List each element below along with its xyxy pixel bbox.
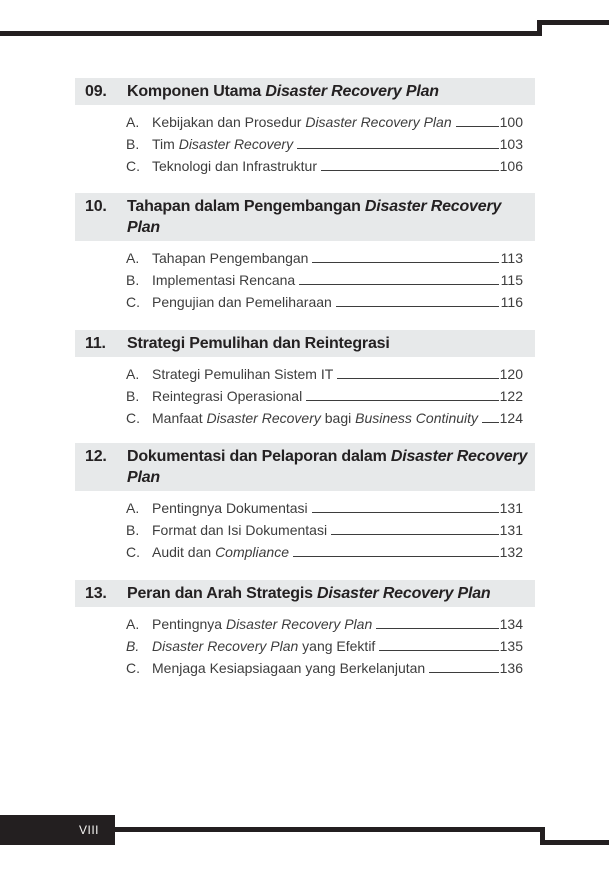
- item-page-number: 136: [499, 660, 523, 676]
- section-heading-bar: [75, 330, 535, 357]
- text-segment: Format dan Isi Dokumentasi: [152, 522, 328, 538]
- text-segment: Dokumentasi dan Pelaporan dalam: [127, 448, 391, 465]
- dot-leader-line: [379, 650, 499, 651]
- item-letter: C.: [126, 410, 140, 426]
- dot-leader-line: [376, 628, 499, 629]
- text-segment: yang Efektif: [298, 638, 376, 654]
- section-title: [127, 333, 390, 354]
- dot-leader-line: [306, 400, 499, 401]
- item-page-number: 113: [500, 250, 523, 266]
- item-letter: B.: [126, 522, 140, 538]
- item-letter: A.: [126, 616, 140, 632]
- toc-item: [126, 541, 523, 563]
- text-segment: Kebijakan dan Prosedur: [152, 114, 306, 130]
- toc-section: [75, 78, 535, 177]
- toc-item: [126, 269, 523, 291]
- text-segment: Komponen Utama: [127, 83, 266, 100]
- text-segment: Teknologi dan Infrastruktur: [152, 158, 317, 174]
- section-heading-bar: [75, 580, 535, 607]
- dot-leader-line: [456, 126, 499, 127]
- item-page-number: 124: [499, 410, 523, 426]
- section-number: 09.: [85, 83, 107, 100]
- item-letter: C.: [126, 294, 140, 310]
- text-segment: Tahapan Pengembangan: [152, 250, 309, 266]
- dot-leader-line: [293, 556, 499, 557]
- section-title: [127, 446, 529, 488]
- item-text: [152, 407, 478, 429]
- text-segment: Pengujian dan Pemeliharaan: [152, 294, 332, 310]
- dot-leader-line: [429, 672, 499, 673]
- item-letter: B.: [126, 388, 140, 404]
- text-segment: Audit dan: [152, 544, 216, 560]
- text-segment: Manfaat: [152, 410, 207, 426]
- dot-leader-line: [331, 534, 499, 535]
- section-items: [75, 105, 535, 177]
- toc-section: [75, 330, 535, 429]
- italic-text-segment: Disaster Recovery Plan: [317, 585, 491, 602]
- toc-item: [126, 613, 523, 635]
- italic-text-segment: Disaster Recovery Plan: [152, 638, 299, 654]
- item-text: [152, 635, 375, 657]
- italic-text-segment: Disaster Recovery Plan: [265, 83, 439, 100]
- section-items: [75, 607, 535, 679]
- item-page-number: 120: [499, 366, 523, 382]
- item-text: [152, 519, 327, 541]
- item-text: [152, 613, 372, 635]
- item-letter: B.: [126, 638, 140, 654]
- toc-section: [75, 443, 535, 563]
- toc-item: [126, 133, 523, 155]
- text-segment: Pentingnya: [152, 616, 226, 632]
- item-page-number: 132: [499, 544, 523, 560]
- section-items: [75, 357, 535, 429]
- italic-text-segment: Disaster Recovery Plan: [127, 448, 528, 486]
- item-letter: B.: [126, 136, 140, 152]
- section-title: [127, 583, 491, 604]
- section-number: 12.: [85, 448, 107, 465]
- item-text: [152, 497, 308, 519]
- dot-leader-line: [321, 170, 499, 171]
- footer-page-number: VIII: [78, 823, 99, 837]
- item-page-number: 103: [499, 136, 523, 152]
- item-page-number: 115: [500, 272, 523, 288]
- italic-text-segment: Compliance: [215, 544, 289, 560]
- italic-text-segment: Disaster Recovery: [178, 136, 294, 152]
- section-heading-bar: [75, 443, 535, 491]
- toc-section: [75, 580, 535, 679]
- dot-leader-line: [336, 306, 499, 307]
- italic-text-segment: Business Continuity: [355, 410, 479, 426]
- item-text: [152, 363, 333, 385]
- dot-leader-line: [312, 512, 499, 513]
- item-text: [152, 133, 293, 155]
- section-number: 11.: [85, 335, 106, 352]
- item-page-number: 131: [499, 500, 523, 516]
- dot-leader-line: [312, 262, 499, 263]
- toc-item: [126, 519, 523, 541]
- item-text: [152, 111, 452, 133]
- toc-item: [126, 635, 523, 657]
- frame-top-right-line: [537, 20, 609, 25]
- frame-bottom-line: [115, 827, 542, 832]
- text-segment: Tim: [152, 136, 179, 152]
- toc-item: [126, 407, 523, 429]
- item-text: [152, 155, 317, 177]
- section-items: [75, 491, 535, 563]
- footer-page-number-block: [0, 815, 115, 845]
- item-letter: C.: [126, 660, 140, 676]
- text-segment: Implementasi Rencana: [152, 272, 296, 288]
- text-segment: Menjaga Kesiapsiagaan yang Berkelanjutan: [152, 660, 426, 676]
- item-letter: A.: [126, 250, 140, 266]
- item-text: [152, 269, 295, 291]
- toc-item: [126, 363, 523, 385]
- toc-item: [126, 111, 523, 133]
- item-text: [152, 247, 308, 269]
- toc-item: [126, 247, 523, 269]
- section-heading-bar: [75, 193, 535, 241]
- item-text: [152, 385, 302, 407]
- italic-text-segment: Disaster Recovery Plan: [127, 198, 502, 236]
- item-page-number: 106: [499, 158, 523, 174]
- section-heading-bar: [75, 78, 535, 105]
- frame-top-line: [0, 31, 541, 36]
- italic-text-segment: Disaster Recovery Plan: [225, 616, 373, 632]
- item-page-number: 131: [499, 522, 523, 538]
- item-page-number: 134: [499, 616, 523, 632]
- item-text: [152, 541, 289, 563]
- toc-section: [75, 193, 535, 313]
- text-segment: Pentingnya Dokumentasi: [152, 500, 308, 516]
- item-letter: A.: [126, 114, 140, 130]
- section-items: [75, 241, 535, 313]
- item-page-number: 100: [499, 114, 523, 130]
- dot-leader-line: [337, 378, 499, 379]
- item-letter: C.: [126, 158, 140, 174]
- item-page-number: 122: [499, 388, 523, 404]
- text-segment: bagi: [320, 410, 356, 426]
- text-segment: Peran dan Arah Strategis: [127, 585, 318, 602]
- toc-item: [126, 497, 523, 519]
- toc-item: [126, 385, 523, 407]
- item-letter: B.: [126, 272, 140, 288]
- dot-leader-line: [297, 148, 499, 149]
- section-number: 13.: [85, 585, 107, 602]
- dot-leader-line: [482, 422, 499, 423]
- toc-item: [126, 291, 523, 313]
- dot-leader-line: [299, 284, 499, 285]
- item-letter: A.: [126, 500, 140, 516]
- section-title: [127, 81, 439, 102]
- item-text: [152, 291, 332, 313]
- item-letter: C.: [126, 544, 140, 560]
- toc-item: [126, 155, 523, 177]
- text-segment: Strategi Pemulihan Sistem IT: [152, 366, 334, 382]
- italic-text-segment: Disaster Recovery: [206, 410, 321, 426]
- item-text: [152, 657, 425, 679]
- text-segment: Tahapan dalam Pengembangan: [127, 198, 365, 215]
- text-segment: Strategi Pemulihan dan Reintegrasi: [127, 335, 390, 352]
- section-title: [127, 196, 529, 238]
- item-page-number: 135: [499, 638, 523, 654]
- italic-text-segment: Disaster Recovery Plan: [305, 114, 452, 130]
- toc-item: [126, 657, 523, 679]
- section-number: 10.: [85, 198, 107, 215]
- text-segment: Reintegrasi Operasional: [152, 388, 303, 404]
- item-page-number: 116: [500, 294, 523, 310]
- item-letter: A.: [126, 366, 140, 382]
- frame-bottom-right-line: [543, 840, 609, 845]
